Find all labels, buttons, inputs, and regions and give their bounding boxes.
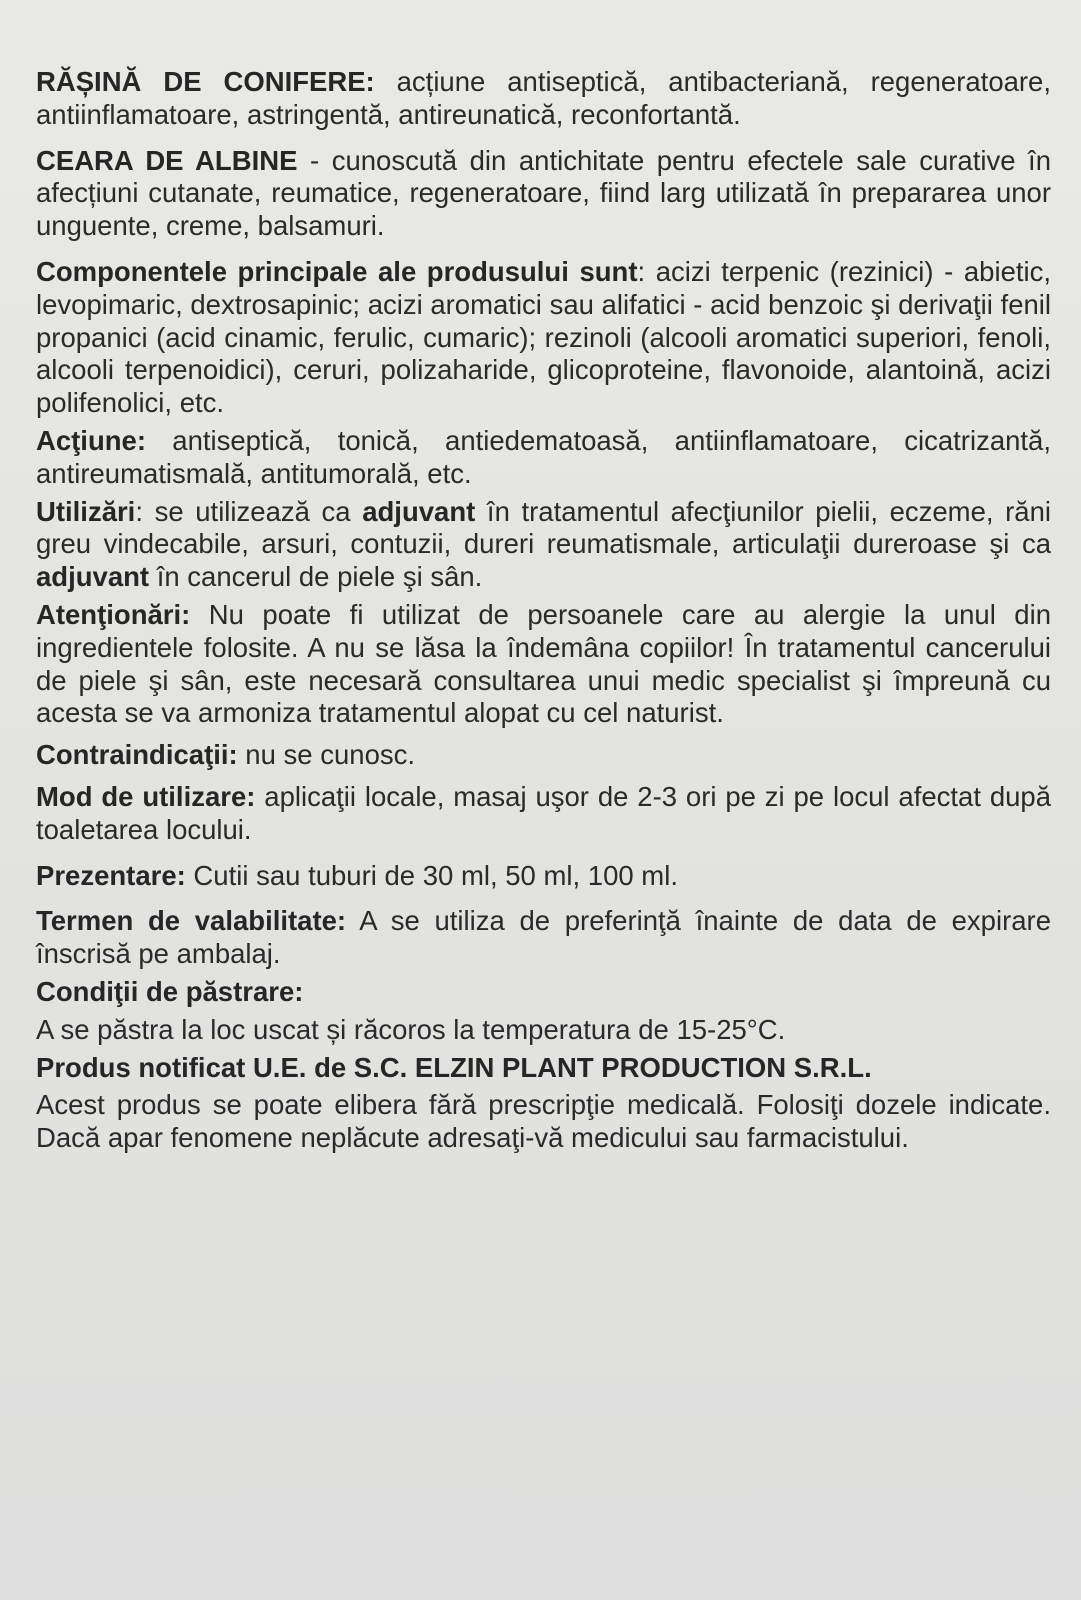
text-componente: : acizi terpenic (rezinici) - abietic, levopimaric, dextrosapinic; acizi aromatici sau alifatici - acid benzoic şi derivaţii fenil propanici (acid cinamic, ferulic, cumaric); rezinoli (alcooli aromatici superiori, fenoli, alcooli terpenoidici), ceruri, polizaharide, glicoproteine, flavonoide, alantoină, acizi polifenolici, etc.: [36, 255, 1051, 419]
text-actiune: antiseptică, tonică, antiedematoasă, antiinflamatoare, cicatrizantă, antireumatismală, antitumorală, etc.: [36, 424, 1051, 489]
paragraph-utilizari: [36, 496, 1051, 594]
label-utilizari: Utilizări: [36, 495, 136, 527]
bold-adjuvant-1: adjuvant: [362, 495, 476, 527]
paragraph-contraindicatii: [36, 739, 1051, 772]
paragraph-conditii-de-pastrare: [36, 976, 1051, 1009]
paragraph-atentionari: [36, 599, 1051, 730]
text-termen-de-valabilitate: A se utiliza de preferinţă înainte de data de expirare înscrisă pe ambalaj.: [36, 905, 1051, 970]
label-componente: Componentele principale ale produsului sunt: [36, 255, 638, 287]
paragraph-termen-de-valabilitate: [36, 905, 1051, 971]
paragraph-rasina-de-conifere: [36, 66, 1051, 132]
text-utilizari-2: în tratamentul afecţiunilor pielii, eczeme, răni greu vindecabile, arsuri, contuzii, dureri reumatismale, articulaţii dureroase şi ca: [36, 495, 1051, 560]
text-ceara-de-albine: - cunoscută din antichitate pentru efectele sale curative în afecțiuni cutanate, reumatice, regeneratoare, fiind larg utilizată în prepararea unor unguente, creme, balsamuri.: [36, 144, 1051, 242]
paragraph-actiune: [36, 425, 1051, 491]
label-conditii-de-pastrare: Condiţii de păstrare:: [36, 975, 304, 1007]
label-produs-notificat: Produs notificat U.E. de S.C. ELZIN PLANT PRODUCTION S.R.L.: [36, 1051, 872, 1083]
label-atentionari: Atenţionări:: [36, 598, 191, 630]
text-utilizari-1: : se utilizează ca: [135, 495, 363, 527]
label-contraindicatii: Contraindicaţii:: [36, 739, 238, 771]
paragraph-prezentare: [36, 860, 1051, 893]
paragraph-mod-de-utilizare: [36, 781, 1051, 847]
label-prezentare: Prezentare:: [36, 859, 186, 891]
paragraph-produs-notificat: [36, 1052, 1051, 1085]
text-contraindicatii: nu se cunosc.: [237, 739, 415, 771]
text-rasina-de-conifere: acțiune antiseptică, antibacteriană, regeneratoare, antiinflamatoare, astringentă, antireunatică, reconfortantă.: [36, 66, 1051, 130]
text-atentionari: Nu poate fi utilizat de persoanele care au alergie la unul din ingredientele folosite. A nu se lăsa la îndemâna copiilor! În tratamentul cancerului de piele şi sân, este necesară consultarea unui medic specialist şi împreună cu acesta se va armoniza tratamentul alopat cu cel naturist.: [36, 598, 1051, 729]
text-conditii-de-pastrare: A se păstra la loc uscat și răcoros la temperatura de 15-25°C.: [36, 1013, 786, 1045]
paragraph-componente: [36, 256, 1051, 420]
leaflet-text: [36, 66, 1051, 1155]
paragraph-eliberare: Acest produs se poate elibera fără prescripţie medicală. Folosiţi dozele indicate. Dacă apar fenomene neplăcute adresaţi-vă medicului sau farmacistului.: [36, 1089, 1051, 1154]
label-ceara-de-albine: CEARA DE ALBINE: [36, 144, 298, 176]
text-utilizari-3: în cancerul de piele şi sân.: [149, 561, 483, 593]
label-mod-de-utilizare: Mod de utilizare:: [36, 780, 256, 812]
label-rasina-de-conifere: RĂȘINĂ DE CONIFERE:: [36, 66, 375, 97]
text-prezentare: Cutii sau tuburi de 30 ml, 50 ml, 100 ml.: [185, 859, 678, 891]
label-termen-de-valabilitate: Termen de valabilitate:: [36, 905, 347, 937]
label-actiune: Acţiune:: [36, 424, 146, 456]
text-mod-de-utilizare: aplicaţii locale, masaj uşor de 2-3 ori pe zi pe locul afectat după toaletarea locului.: [36, 780, 1052, 845]
paragraph-ceara-de-albine: [36, 145, 1051, 243]
bold-adjuvant-2: adjuvant: [36, 561, 150, 593]
